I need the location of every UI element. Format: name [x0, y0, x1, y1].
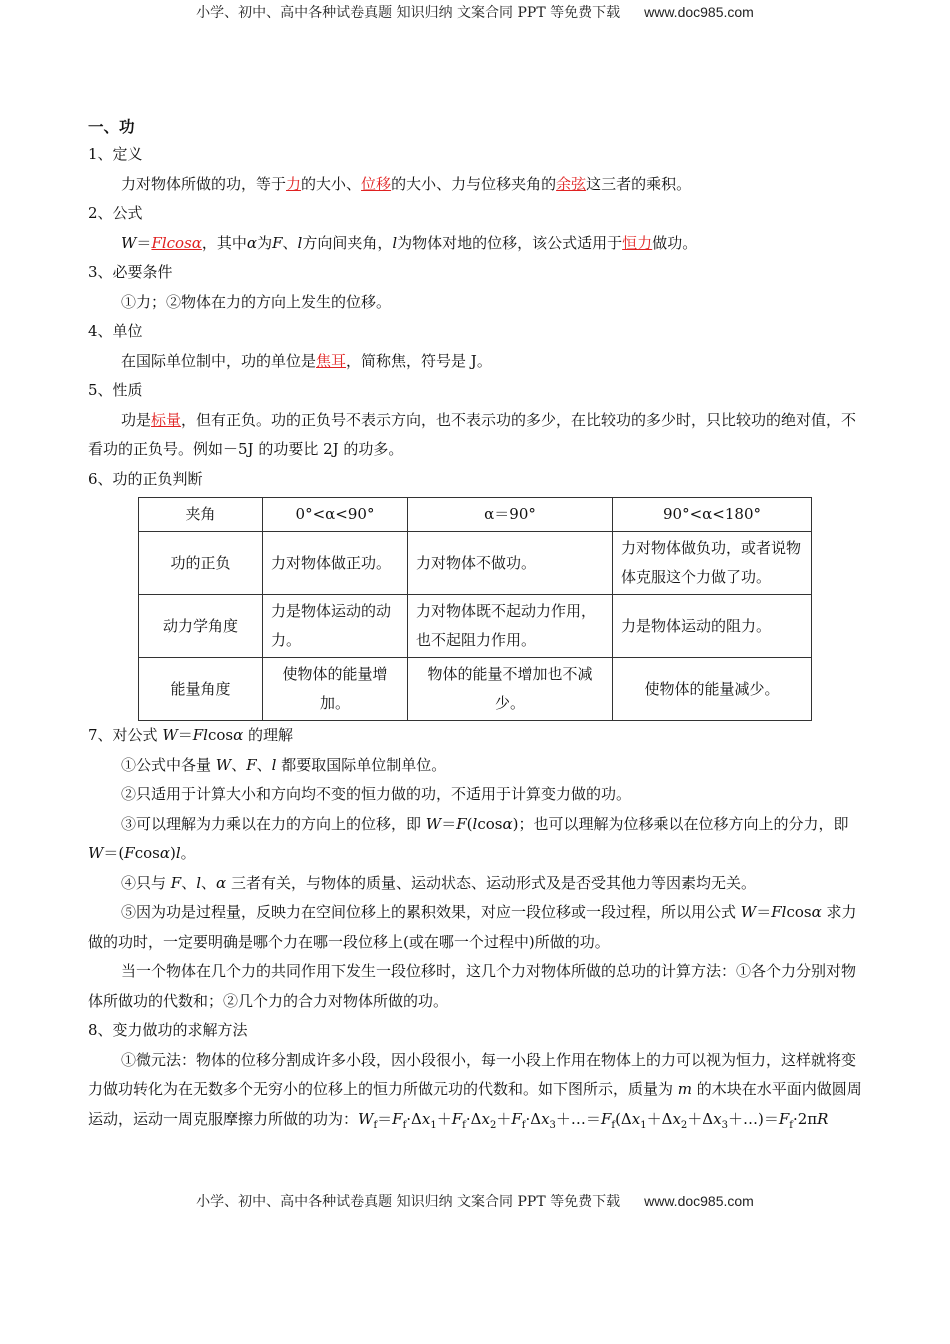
text-segment: ): [169, 844, 176, 862]
text-segment: 8、变力做功的求解方法: [88, 1021, 248, 1039]
text-segment: 力对物体所做的功，等于: [121, 174, 287, 193]
text-segment: 3: [721, 1119, 728, 1131]
table-row: [139, 658, 812, 721]
text-segment: cos: [134, 844, 160, 862]
text-segment: α: [216, 873, 227, 892]
text-segment: x: [713, 1109, 722, 1128]
text-segment: ＝: [441, 814, 457, 833]
subsection-heading: [88, 376, 864, 406]
subsection-heading: [88, 258, 864, 288]
text-segment: 当一个物体在几个力的共同作用下发生一段位移时，这几个力对物体所做的总功的计算方法：①各个力分别对物体所做功的代数和；②几个力的合力对物体所做的功。: [88, 962, 857, 1010]
text-segment: ＋Δ: [646, 1109, 673, 1128]
text-segment: 为物体对地的位移，该公式适用于: [397, 233, 623, 252]
text-segment: f: [462, 1119, 466, 1131]
text-segment: F: [451, 1109, 463, 1128]
table-cell: 功的正负: [139, 532, 263, 595]
highlighted-term: 恒力: [622, 233, 653, 252]
table-cell: 使物体的能量增加。: [263, 658, 408, 721]
text-segment: 这三者的乘积。: [586, 174, 692, 193]
text-segment: f: [611, 1119, 616, 1131]
table-cell: 力对物体既不起动力作用，也不起阻力作用。: [408, 595, 613, 658]
page-header: [0, 2, 950, 22]
text-segment: 7、对公式: [88, 726, 163, 744]
text-segment: 求力做的功时，一定要明确是哪个力在哪一段位移上(或在哪一个过程中)所做的功。: [88, 903, 857, 951]
text-segment: W: [88, 844, 104, 862]
table-row: [139, 595, 812, 658]
text-segment: 、: [256, 755, 272, 774]
text-segment: ，其中: [201, 233, 247, 252]
text-segment: α: [246, 233, 258, 252]
paragraph: [88, 229, 864, 259]
text-segment: l: [196, 873, 202, 892]
text-segment: (: [466, 814, 473, 833]
text-segment: f: [402, 1119, 407, 1131]
text-segment: ＝(: [103, 844, 125, 862]
text-segment: cos: [786, 903, 812, 921]
text-segment: F: [600, 1109, 612, 1128]
text-segment: ＝: [136, 233, 152, 252]
text-segment: 3、必要条件: [88, 263, 173, 281]
text-segment: 2、公式: [88, 204, 143, 222]
text-segment: 4、单位: [88, 322, 143, 340]
text-segment: f: [373, 1119, 378, 1131]
text-segment: Fl: [771, 903, 787, 921]
text-segment: 、: [181, 873, 197, 892]
text-segment: x: [631, 1109, 641, 1128]
table-cell: 物体的能量不增加也不减少。: [408, 658, 613, 721]
text-segment: 功是: [121, 410, 152, 429]
text-segment: 2: [680, 1119, 688, 1131]
text-segment: m: [677, 1080, 693, 1098]
text-segment: 5、性质: [88, 381, 143, 399]
text-segment: 的大小、: [301, 174, 362, 193]
text-segment: F: [170, 873, 182, 892]
table-cell: 动力学角度: [139, 595, 263, 658]
paragraph: [88, 810, 864, 869]
highlighted-term: 力: [286, 174, 302, 193]
table-cell: 力是物体运动的阻力。: [613, 595, 812, 658]
text-segment: 。: [180, 844, 196, 862]
subsection-heading: [88, 140, 864, 170]
page-footer: [0, 1191, 950, 1211]
text-segment: 做功。: [652, 233, 698, 252]
text-segment: 方向间夹角，: [302, 233, 393, 252]
work-sign-table: [138, 497, 812, 721]
table-header-cell: α＝90°: [408, 498, 613, 532]
section-before-table: [88, 114, 864, 494]
text-segment: 1: [430, 1119, 437, 1131]
table-header-cell: 0°<α<90°: [263, 498, 408, 532]
footer-url: www.doc985.com: [644, 1193, 754, 1209]
text-segment: l: [271, 755, 277, 774]
text-segment: 都要取国际单位制单位。: [276, 755, 447, 774]
text-segment: Fl: [192, 726, 208, 744]
text-segment: f: [521, 1119, 526, 1131]
paragraph: [88, 780, 864, 810]
text-segment: α: [159, 844, 170, 862]
text-segment: ③可以理解为力乘以在力的方向上的位移，即: [121, 814, 426, 833]
text-segment: cos: [477, 814, 503, 833]
paragraph: [88, 898, 864, 957]
highlighted-term: 焦耳: [316, 351, 347, 370]
text-segment: ④只与: [121, 873, 171, 892]
paragraph: [88, 957, 864, 1016]
text-segment: ①公式中各量: [121, 755, 216, 774]
table-cell: 能量角度: [139, 658, 263, 721]
text-segment: x: [481, 1109, 490, 1128]
text-segment: 、: [231, 755, 247, 774]
text-segment: 为: [257, 233, 273, 252]
subsection-heading: [88, 721, 864, 751]
table-cell: 力对物体做正功。: [263, 532, 408, 595]
text-segment: x: [541, 1109, 550, 1128]
text-segment: ②只适用于计算大小和方向均不变的恒力做的功，不适用于计算变力做的功。: [121, 785, 632, 803]
text-segment: ＝: [756, 903, 772, 921]
text-segment: ＋Δ: [687, 1109, 714, 1128]
text-segment: 三者有关，与物体的质量、运动状态、运动形式及是否受其他力等因素均无关。: [226, 873, 756, 892]
text-segment: ⑤因为功是过程量，反映力在空间位移上的累积效果，对应一段位移或一段过程，所以用公式: [121, 903, 741, 921]
header-text: 小学、初中、高中各种试卷真题 知识归纳 文案合同 PPT 等免费下载: [196, 5, 621, 21]
text-segment: f: [789, 1119, 793, 1131]
text-segment: W: [162, 726, 178, 744]
subsection-heading: [88, 199, 864, 229]
paragraph: [88, 751, 864, 781]
text-segment: α: [811, 903, 822, 921]
text-segment: ，但有正负。功的正负号不表示方向，也不表示功的多少，在比较功的多少时，只比较功的绝对值，不看功的正负号。例如－5J 的功要比 2J 的功多。: [88, 410, 857, 458]
text-segment: ＝: [377, 1109, 393, 1128]
document-body: [88, 114, 864, 1140]
text-segment: l: [392, 233, 398, 252]
text-segment: x: [672, 1109, 681, 1128]
footer-text: 小学、初中、高中各种试卷真题 知识归纳 文案合同 PPT 等免费下载: [196, 1194, 621, 1210]
text-segment: F: [456, 814, 467, 833]
text-segment: W: [121, 233, 137, 252]
highlighted-term: 标量: [151, 410, 182, 429]
header-url: www.doc985.com: [644, 4, 754, 20]
text-segment: ＋…＝: [555, 1109, 601, 1128]
text-segment: F: [246, 755, 257, 774]
text-segment: F: [124, 844, 135, 862]
highlighted-term: 余弦: [556, 174, 587, 193]
paragraph: [88, 1046, 864, 1141]
text-segment: W: [425, 814, 442, 833]
text-segment: )；也可以理解为位移乘以在位移方向上的分力，即: [512, 814, 849, 833]
text-segment: α: [233, 726, 244, 744]
table-cell: 力对物体做负功，或者说物体克服这个力做了功。: [613, 532, 812, 595]
text-segment: ＝: [177, 726, 193, 744]
text-segment: ＋…)＝: [727, 1109, 779, 1128]
text-segment: 的大小、力与位移夹角的: [391, 174, 557, 193]
table-header-cell: 夹角: [139, 498, 263, 532]
text-segment: x: [421, 1109, 431, 1128]
text-segment: F: [272, 233, 283, 252]
table-header-cell: 90°<α<180°: [613, 498, 812, 532]
text-segment: 6、功的正负判断: [88, 469, 203, 488]
paragraph: [88, 170, 864, 200]
table-cell: 力对物体不做功。: [408, 532, 613, 595]
text-segment: 一、功: [88, 117, 135, 136]
text-segment: ①微元法：物体的位移分割成许多小段，因小段很小，每一小段上作用在物体上的力可以视为恒力，这样就将变力做功转化为在无数多个无穷小的位移上的恒力所做元功的代数和。如下图所示，质量为: [88, 1050, 857, 1098]
text-segment: 的理解: [243, 726, 294, 744]
text-segment: α: [502, 814, 513, 833]
text-segment: ，简称焦，符号是 J。: [346, 351, 492, 370]
subsection-heading: [88, 465, 864, 495]
text-segment: F: [511, 1109, 522, 1128]
table-header-row: [139, 498, 812, 532]
paragraph: [88, 406, 864, 465]
text-segment: ·Δ: [465, 1109, 482, 1128]
section-after-table: [88, 721, 864, 1140]
table-row: [139, 532, 812, 595]
text-segment: R: [817, 1109, 829, 1128]
highlighted-term: Flcosα: [151, 233, 202, 252]
table-cell: 力是物体运动的动力。: [263, 595, 408, 658]
text-segment: F: [778, 1109, 790, 1128]
text-segment: 1、定义: [88, 145, 143, 163]
text-segment: W: [215, 755, 232, 774]
text-segment: l: [472, 814, 478, 833]
text-segment: 3: [549, 1119, 556, 1131]
section-heading: [88, 114, 864, 140]
text-segment: cos: [207, 726, 234, 744]
text-segment: l: [297, 233, 303, 252]
text-segment: ·Δ: [525, 1109, 542, 1128]
text-segment: l: [175, 844, 181, 862]
subsection-heading: [88, 1016, 864, 1046]
text-segment: 、: [282, 233, 298, 252]
paragraph: [88, 347, 864, 377]
text-segment: W: [358, 1109, 374, 1128]
text-segment: 在国际单位制中，功的单位是: [121, 351, 317, 370]
text-segment: 1: [640, 1119, 647, 1131]
text-segment: ＋: [436, 1109, 452, 1128]
subsection-heading: [88, 317, 864, 347]
text-segment: 2: [489, 1119, 497, 1131]
text-segment: ·2π: [792, 1109, 818, 1128]
text-segment: 的木块在水平面内做圆周运动，运动一周克服摩擦力所做的功为：: [88, 1080, 862, 1128]
text-segment: W: [740, 903, 757, 921]
paragraph: [88, 869, 864, 899]
text-segment: F: [392, 1109, 403, 1128]
highlighted-term: 位移: [361, 174, 392, 193]
text-segment: ①力；②物体在力的方向上发生的位移。: [121, 292, 392, 311]
table-cell: 使物体的能量减少。: [613, 658, 812, 721]
text-segment: ·Δ: [406, 1109, 422, 1128]
text-segment: 、: [201, 873, 217, 892]
text-segment: ＋: [496, 1109, 512, 1128]
text-segment: (Δ: [615, 1109, 632, 1128]
paragraph: [88, 288, 864, 318]
